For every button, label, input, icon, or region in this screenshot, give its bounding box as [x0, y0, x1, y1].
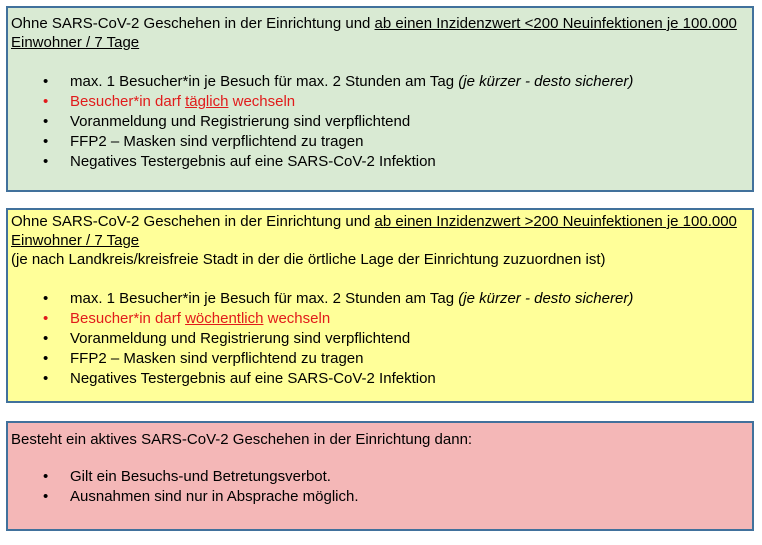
rules-list: [8, 467, 752, 507]
italic-note: (je kürzer - desto sicherer): [458, 73, 634, 90]
bullet-icon: •: [43, 73, 49, 90]
rule-box-active-case: [6, 421, 754, 531]
list-item: • Ausnahmen sind nur in Absprache möglich.: [43, 488, 359, 505]
bullet-icon: •: [43, 488, 49, 505]
bullet-icon: •: [43, 93, 49, 110]
bullet-icon: •: [43, 113, 49, 130]
bullet-icon: •: [43, 330, 49, 347]
box-heading: [11, 14, 749, 52]
rule-box-below-200: [6, 6, 754, 192]
bullet-icon: •: [43, 310, 49, 327]
bullet-icon: •: [43, 468, 49, 485]
box-heading: [11, 212, 749, 269]
bullet-icon: •: [43, 290, 49, 307]
list-item: • max. 1 Besucher*in je Besuch für max. 2 Stunden am Tag (je kürzer - desto sicherer): [43, 290, 634, 307]
rules-list: [8, 72, 752, 172]
italic-note: (je kürzer - desto sicherer): [458, 290, 634, 307]
list-item: • Negatives Testergebnis auf eine SARS-CoV-2 Infektion: [43, 153, 436, 170]
bullet-icon: •: [43, 133, 49, 150]
box-heading: [11, 430, 749, 449]
rule-box-above-200: [6, 208, 754, 403]
visit-frequency: täglich: [185, 93, 229, 110]
incidence-threshold: ab einen Inzidenzwert <200 Neuinfektionen je 100.000 Einwohner / 7 Tage: [11, 15, 737, 51]
list-item: • Besucher*in darf wöchentlich wechseln: [43, 310, 331, 327]
bullet-icon: •: [43, 370, 49, 387]
heading-intro: Ohne SARS-CoV-2 Geschehen in der Einrichtung und: [11, 213, 375, 230]
rules-list: [8, 289, 752, 389]
list-item: • max. 1 Besucher*in je Besuch für max. 2 Stunden am Tag (je kürzer - desto sicherer): [43, 73, 634, 90]
list-item: • FFP2 – Masken sind verpflichtend zu tragen: [43, 133, 364, 150]
list-item: • Gilt ein Besuchs-und Betretungsverbot.: [43, 468, 331, 485]
bullet-icon: •: [43, 153, 49, 170]
list-item: • Negatives Testergebnis auf eine SARS-CoV-2 Infektion: [43, 370, 436, 387]
incidence-threshold: ab einen Inzidenzwert >200 Neuinfektionen je 100.000 Einwohner / 7 Tage: [11, 213, 737, 249]
list-item: • FFP2 – Masken sind verpflichtend zu tragen: [43, 350, 364, 367]
list-item: • Voranmeldung und Registrierung sind verpflichtend: [43, 113, 411, 130]
list-item: • Besucher*in darf täglich wechseln: [43, 93, 296, 110]
heading-intro: Ohne SARS-CoV-2 Geschehen in der Einrichtung und: [11, 15, 375, 32]
list-item: • Voranmeldung und Registrierung sind verpflichtend: [43, 330, 411, 347]
heading-intro: Besteht ein aktives SARS-CoV-2 Geschehen in der Einrichtung dann:: [11, 431, 473, 448]
bullet-icon: •: [43, 350, 49, 367]
region-note: (je nach Landkreis/kreisfreie Stadt in der die örtliche Lage der Einrichtung zuzuordnen ist): [11, 251, 606, 268]
visit-frequency: wöchentlich: [185, 310, 264, 327]
